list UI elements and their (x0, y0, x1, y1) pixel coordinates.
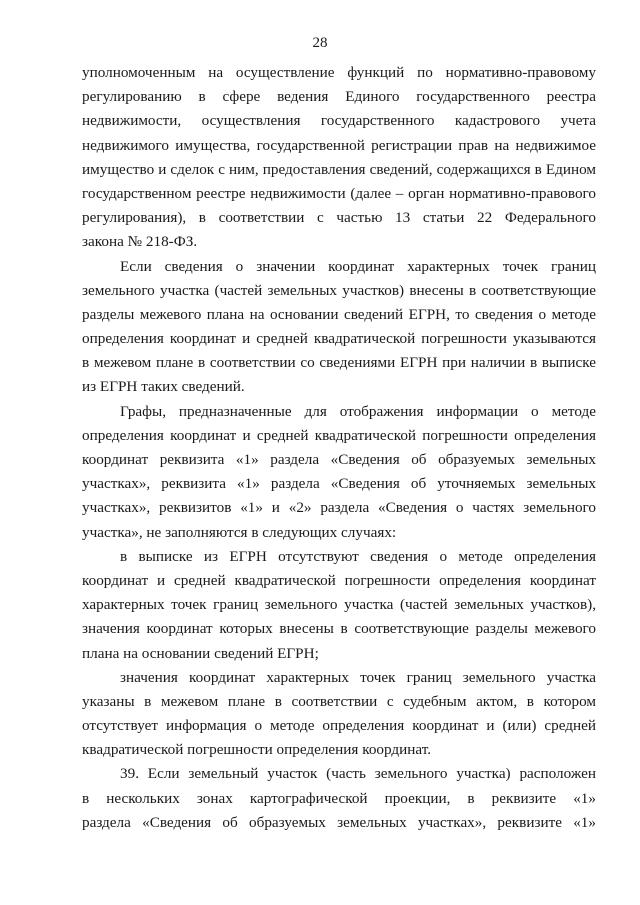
text-line: значения координат которых внесены в соответствующие разделы межевого (82, 620, 596, 638)
text-line: участках», реквизитов «1» и «2» раздела «Сведения о частях земельного (82, 499, 596, 517)
text-line: в межевом плане в соответствии со сведениями ЕГРН при наличии в выписке (82, 354, 596, 372)
paragraph (82, 255, 596, 400)
text-line: координат реквизита «1» раздела «Сведения об образуемых земельных (82, 451, 596, 468)
text-line: определения координат и средней квадратической погрешности указываются (82, 330, 596, 348)
text-line: в выписке из ЕГРН отсутствуют сведения о методе определения (120, 547, 596, 565)
text-line: координат и средней квадратической погрешности определения координат (82, 571, 596, 589)
text-line: плана на основании сведений ЕГРН; (82, 644, 319, 662)
paragraph (82, 400, 596, 545)
text-line: указаны в межевом плане в соответствии с судебным актом, в котором (82, 692, 596, 710)
document-body (82, 61, 596, 835)
text-line: недвижимого имущества, государственной регистрации прав на недвижимое (82, 136, 596, 154)
text-line: закона № 218-ФЗ. (82, 233, 198, 251)
text-line: определения координат и средней квадратической погрешности определения (82, 426, 596, 444)
text-line: участка», не заполняются в следующих случаях: (82, 523, 397, 541)
text-line: 39. Если земельный участок (часть земельного участка) расположен (120, 765, 596, 783)
text-line: имущество и сделок с ним, предоставления сведений, содержащихся в Едином (82, 160, 596, 178)
text-line: государственном реестре недвижимости (далее – орган нормативно-правового (82, 184, 596, 202)
paragraph (82, 666, 596, 763)
text-line: раздела «Сведения об образуемых земельных участках», реквизите «1» (82, 813, 596, 831)
text-line: из ЕГРН таких сведений. (82, 378, 245, 396)
text-line: квадратической погрешности определения координат. (82, 741, 432, 759)
text-line: недвижимости, осуществления государственного кадастрового учета (82, 112, 596, 130)
text-line: земельного участка (частей земельных участков) внесены в соответствующие (82, 281, 596, 299)
text-line: участках», реквизита «1» раздела «Сведения об уточняемых земельных (82, 475, 596, 493)
text-line: значения координат характерных точек границ земельного участка (120, 668, 596, 686)
text-line: отсутствует информация о методе определения координат и (или) средней (82, 717, 596, 735)
text-line: характерных точек границ земельного участка (частей земельных участков), (82, 596, 596, 614)
paragraph (82, 61, 596, 255)
text-line: уполномоченным на осуществление функций по нормативно-правовому (82, 64, 596, 81)
paragraph (82, 545, 596, 666)
text-line: в нескольких зонах картографической проекции, в реквизите «1» (82, 789, 596, 807)
text-line: регулирования), в соответствии с частью 13 статьи 22 Федерального (82, 209, 596, 227)
text-line: регулированию в сфере ведения Единого государственного реестра (82, 88, 596, 106)
paragraph (82, 762, 596, 835)
text-line: Если сведения о значении координат характерных точек границ (120, 257, 596, 275)
page-number: 28 (312, 35, 328, 51)
text-line: Графы, предназначенные для отображения информации о методе (120, 402, 596, 420)
text-line: разделы межевого плана на основании сведений ЕГРН, то сведения о методе (82, 305, 596, 323)
